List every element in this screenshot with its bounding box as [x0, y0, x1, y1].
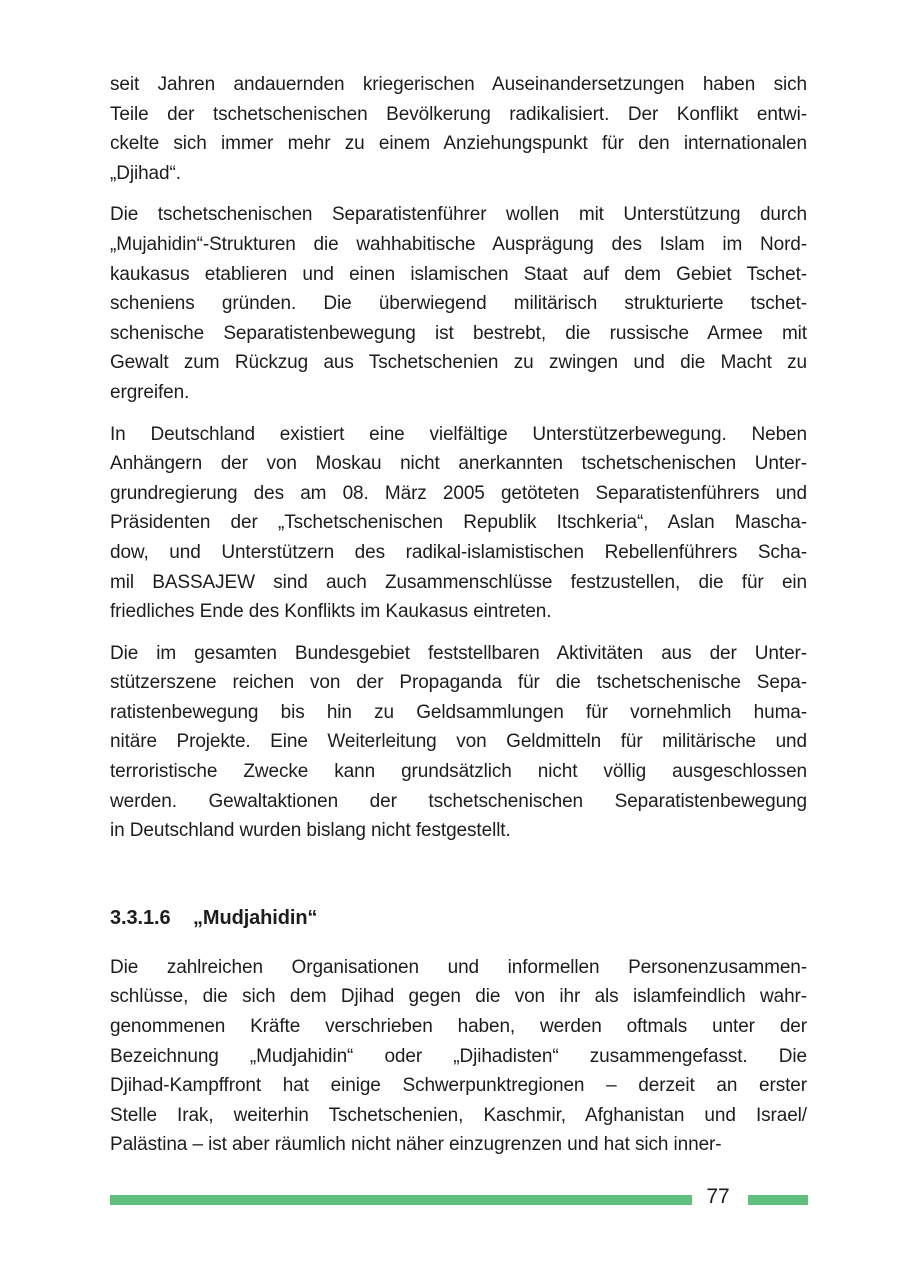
text-line: Bezeichnung „Mudjahidin“ oder „Djihadisten“ zusammengefasst. Die [110, 1045, 807, 1067]
page-number: 77 [706, 1185, 730, 1208]
text-line: kaukasus etablieren und einen islamischen Staat auf dem Gebiet Tschet- [110, 263, 807, 285]
text-line: Die tschetschenischen Separatistenführer wollen mit Unterstützung durch [110, 204, 807, 226]
heading-number: 3.3.1.6 [110, 906, 171, 929]
text-line: Die im gesamten Bundesgebiet feststellbaren Aktivitäten aus der Unter- [110, 642, 807, 664]
text-line: ckelte sich immer mehr zu einem Anziehungspunkt für den internationalen [110, 133, 807, 155]
text-line: schenische Separatistenbewegung ist bestrebt, die russische Armee mit [110, 322, 807, 344]
text-line: stützerszene reichen von der Propaganda für die tschetschenische Sepa- [110, 672, 807, 694]
text-line: schlüsse, die sich dem Djihad gegen die von ihr als islamfeindlich wahr- [110, 986, 807, 1008]
text-line: genommenen Kräfte verschrieben haben, werden oftmals unter der [110, 1016, 807, 1038]
text-line: grundregierung des am 08. März 2005 getöteten Separatistenführers und [110, 482, 807, 504]
text-line: terroristische Zwecke kann grundsätzlich nicht völlig ausgeschlossen [110, 761, 807, 783]
text-line: mil BASSAJEW sind auch Zusammenschlüsse festzustellen, die für ein [110, 571, 807, 593]
section-heading [110, 903, 807, 933]
paragraph [110, 420, 807, 627]
text-line: Djihad-Kampffront hat einige Schwerpunktregionen – derzeit an erster [110, 1075, 807, 1097]
text-line: werden. Gewaltaktionen der tschetschenischen Separatistenbewegung [110, 790, 807, 812]
text-line: Stelle Irak, weiterhin Tschetschenien, Kaschmir, Afghanistan und Israel/ [110, 1104, 807, 1126]
heading-title: „Mudjahidin“ [193, 906, 318, 929]
text-line: „Djihad“. [110, 162, 181, 184]
text-line: nitäre Projekte. Eine Weiterleitung von Geldmitteln für militärische und [110, 731, 807, 753]
text-line: Teile der tschetschenischen Bevölkerung radikalisiert. Der Konflikt entwi- [110, 103, 807, 125]
text-line: In Deutschland existiert eine vielfältige Unterstützerbewegung. Neben [110, 423, 807, 445]
paragraph [110, 639, 807, 846]
text-line: Palästina – ist aber räumlich nicht näher einzugrenzen und hat sich inner- [110, 1134, 722, 1156]
text-line: friedliches Ende des Konflikts im Kaukasus eintreten. [110, 601, 552, 623]
text-line: dow, und Unterstützern des radikal-islamistischen Rebellenführers Scha- [110, 541, 807, 563]
text-line: Anhängern der von Moskau nicht anerkannten tschetschenischen Unter- [110, 453, 807, 475]
body-text [110, 70, 807, 1172]
text-line: ergreifen. [110, 381, 190, 403]
footer-rule-long [110, 1195, 692, 1205]
text-line: scheniens gründen. Die überwiegend militärisch strukturierte tschet- [110, 293, 807, 315]
text-line: „Mujahidin“-Strukturen die wahhabitische Ausprägung des Islam im Nord- [110, 233, 807, 255]
text-line: ratistenbewegung bis hin zu Geldsammlungen für vornehmlich huma- [110, 701, 807, 723]
text-line: seit Jahren andauernden kriegerischen Auseinandersetzungen haben sich [110, 74, 807, 95]
footer-rule-short [748, 1195, 808, 1205]
text-line: Die zahlreichen Organisationen und informellen Personenzusammen- [110, 956, 807, 978]
text-line: Präsidenten der „Tschetschenischen Republik Itschkeria“, Aslan Mascha- [110, 512, 807, 534]
text-line: Gewalt zum Rückzug aus Tschetschenien zu zwingen und die Macht zu [110, 352, 807, 374]
paragraph [110, 200, 807, 407]
text-line: in Deutschland wurden bislang nicht festgestellt. [110, 820, 511, 842]
paragraph [110, 953, 807, 1160]
paragraph [110, 70, 807, 188]
